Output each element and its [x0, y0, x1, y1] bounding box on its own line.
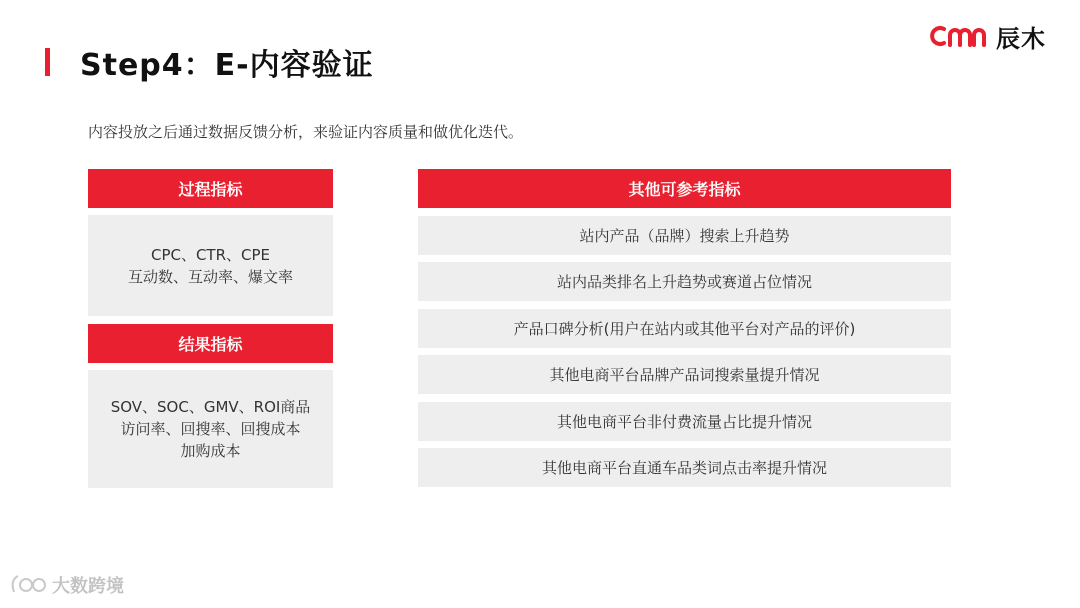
- other-metrics-item: 其他电商平台非付费流量占比提升情况: [418, 402, 951, 441]
- process-metrics-line: CPC、CTR、CPE: [150, 245, 271, 264]
- process-metrics-line: 互动数、互动率、爆文率: [127, 267, 293, 286]
- other-metrics-item: 站内品类排名上升趋势或赛道占位情况: [418, 262, 951, 301]
- watermark-logo-icon: [8, 572, 48, 598]
- other-metrics-header: 其他可参考指标: [418, 169, 951, 208]
- brand-logo: [930, 20, 1046, 52]
- watermark: [8, 572, 124, 598]
- intro-text: 内容投放之后通过数据反馈分析，来验证内容质量和做优化迭代。: [88, 123, 524, 141]
- brand-logo-icon: [930, 23, 990, 49]
- other-metrics-item: 站内产品（品牌）搜索上升趋势: [418, 216, 951, 255]
- result-metrics-line: SOV、SOC、GMV、ROI商品: [110, 398, 311, 416]
- brand-logo-text: 辰木: [996, 24, 1046, 53]
- result-metrics-header: 结果指标: [88, 324, 333, 363]
- other-metrics-item: 其他电商平台直通车品类词点击率提升情况: [418, 448, 951, 487]
- page-title: Step4：E-内容验证: [80, 48, 374, 83]
- watermark-text: 大数跨境: [52, 576, 124, 597]
- other-metrics-item: 产品口碑分析(用户在站内或其他平台对产品的评价): [418, 309, 951, 348]
- result-metrics-line: 访问率、回搜率、回搜成本: [120, 420, 301, 438]
- process-metrics-header: 过程指标: [88, 169, 333, 208]
- result-metrics-box: [88, 370, 333, 488]
- process-metrics-box: [88, 215, 333, 316]
- result-metrics-line: 加购成本: [180, 442, 241, 460]
- title-accent-bar: [45, 48, 50, 76]
- other-metrics-item: 其他电商平台品牌产品词搜索量提升情况: [418, 355, 951, 394]
